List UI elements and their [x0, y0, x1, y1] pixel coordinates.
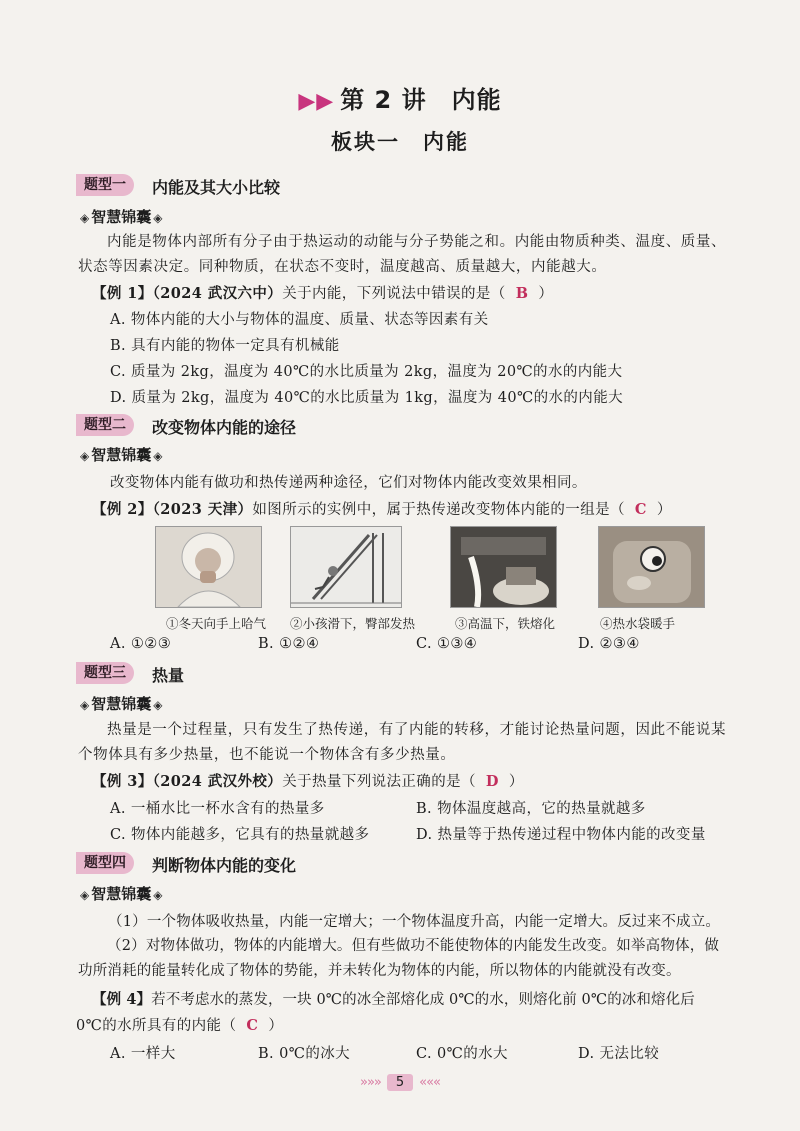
diamond-icon: ◈: [153, 888, 163, 902]
page-number-bar: [0, 1071, 800, 1091]
example-2-stem: 【例 2】（2023 天津）如图所示的实例中，属于热传递改变物体内能的一组是（ C ）: [92, 501, 672, 518]
example-4-stem-line1: 【例 4】若不考虑水的蒸发，一块 0℃的冰全部熔化成 0℃的水，则熔化前 0℃的冰和熔化后: [92, 991, 695, 1008]
example-3-stem: 【例 3】（2024 武汉外校）关于热量下列说法正确的是（ D ）: [92, 773, 524, 790]
caption-2: ②小孩滑下，臀部发热: [290, 616, 416, 631]
tip-point-1: （1）一个物体吸收热量，内能一定增大；一个物体温度升高，内能一定增大。反过来不成立。: [108, 914, 721, 930]
option-c: C. 物体内能越多，它具有的热量就越多: [110, 827, 370, 843]
diamond-icon: ◈: [153, 698, 163, 712]
answer: C: [246, 1017, 259, 1034]
photo-molten-iron: [450, 526, 557, 608]
diamond-icon: ◈: [80, 698, 90, 712]
diamond-icon: ◈: [80, 449, 90, 463]
option-a: A. 一桶水比一杯水含有的热量多: [110, 801, 325, 817]
drawing-child-on-slide: [290, 526, 402, 608]
page-title: ▶▶ 第 2 讲 内能: [298, 86, 502, 114]
diamond-icon: ◈: [153, 449, 163, 463]
diamond-icon: ◈: [80, 211, 90, 225]
diamond-icon: ◈: [153, 211, 163, 225]
option-d: D. 无法比较: [578, 1046, 660, 1062]
tip-paragraph: 改变物体内能有做功和热传递两种途径，它们对物体内能改变效果相同。: [110, 475, 587, 491]
answer: B: [515, 285, 529, 302]
option-c: C. 0℃的水大: [416, 1046, 508, 1062]
page-number: 5: [387, 1074, 413, 1091]
type-title-3: 热量: [152, 666, 185, 685]
diamond-icon: ◈: [80, 888, 90, 902]
option-a: A. 物体内能的大小与物体的温度、质量、状态等因素有关: [110, 312, 489, 328]
option-b: B. 具有内能的物体一定具有机械能: [110, 338, 340, 354]
caption-1: ①冬天向手上哈气: [166, 616, 267, 631]
example-1-stem: 【例 1】（2024 武汉六中）关于内能，下列说法中错误的是（ B ）: [92, 285, 554, 302]
option-c: C. 质量为 2kg，温度为 40℃的水比质量为 2kg，温度为 20℃的水的内能大: [110, 364, 623, 380]
photo-hot-water-bag: [598, 526, 705, 608]
type-tag-4: 题型四: [76, 852, 134, 874]
toolbox-heading: ◈ 智慧锦囊 ◈: [80, 208, 163, 226]
option-b: B. ①②④: [258, 636, 320, 652]
option-a: A. ①②③: [110, 636, 172, 652]
section-title: 板块一 内能: [331, 130, 469, 154]
option-b: B. 物体温度越高，它的热量就越多: [416, 801, 646, 817]
tip-paragraph: 热量是一个过程量，只有发生了热传递，有了内能的转移，才能讨论热量问题，因此不能说某个物体具有多少热量，也不能说一个物体含有多少热量。: [78, 722, 727, 763]
option-b: B. 0℃的冰大: [258, 1046, 351, 1062]
answer: D: [485, 773, 499, 790]
caption-4: ④热水袋暖手: [600, 616, 676, 631]
chevrons-left-icon: «««: [419, 1075, 441, 1090]
chevrons-right-icon: »»»: [359, 1075, 381, 1090]
type-title-2: 改变物体内能的途径: [152, 418, 297, 437]
option-d: D. ②③④: [578, 636, 640, 652]
photo-breathing-on-hands: [155, 526, 262, 608]
option-d: D. 质量为 2kg，温度为 40℃的水比质量为 1kg，温度为 40℃的水的内能大: [110, 390, 623, 406]
option-c: C. ①③④: [416, 636, 478, 652]
double-arrow-icon: ▶▶: [298, 89, 335, 114]
toolbox-heading: ◈ 智慧锦囊 ◈: [80, 885, 163, 903]
type-tag-2: 题型二: [76, 414, 134, 436]
option-d: D. 热量等于热传递过程中物体内能的改变量: [416, 827, 706, 843]
example-4-stem-line2: 0℃的水所具有的内能（ C ）: [76, 1017, 284, 1034]
toolbox-heading: ◈ 智慧锦囊 ◈: [80, 446, 163, 464]
toolbox-heading: ◈ 智慧锦囊 ◈: [80, 695, 163, 713]
tip-paragraph: 内能是物体内部所有分子由于热运动的动能与分子势能之和。内能由物质种类、温度、质量、状态等因素决定。同种物质，在状态不变时，温度越高、质量越大，内能越大。: [78, 234, 727, 275]
tip-point-2: （2）对物体做功，物体的内能增大。但有些做功不能使物体的内能发生改变。如举高物体，做功所消耗的能量转化成了物体的势能，并未转化为物体的内能，所以物体的内能就没有改变。: [78, 938, 720, 979]
type-tag-1: 题型一: [76, 174, 134, 196]
option-a: A. 一样大: [110, 1046, 176, 1062]
caption-3: ③高温下，铁熔化: [455, 616, 556, 631]
type-title-1: 内能及其大小比较: [152, 178, 281, 197]
type-title-4: 判断物体内能的变化: [152, 856, 297, 875]
answer: C: [634, 501, 647, 518]
type-tag-3: 题型三: [76, 662, 134, 684]
